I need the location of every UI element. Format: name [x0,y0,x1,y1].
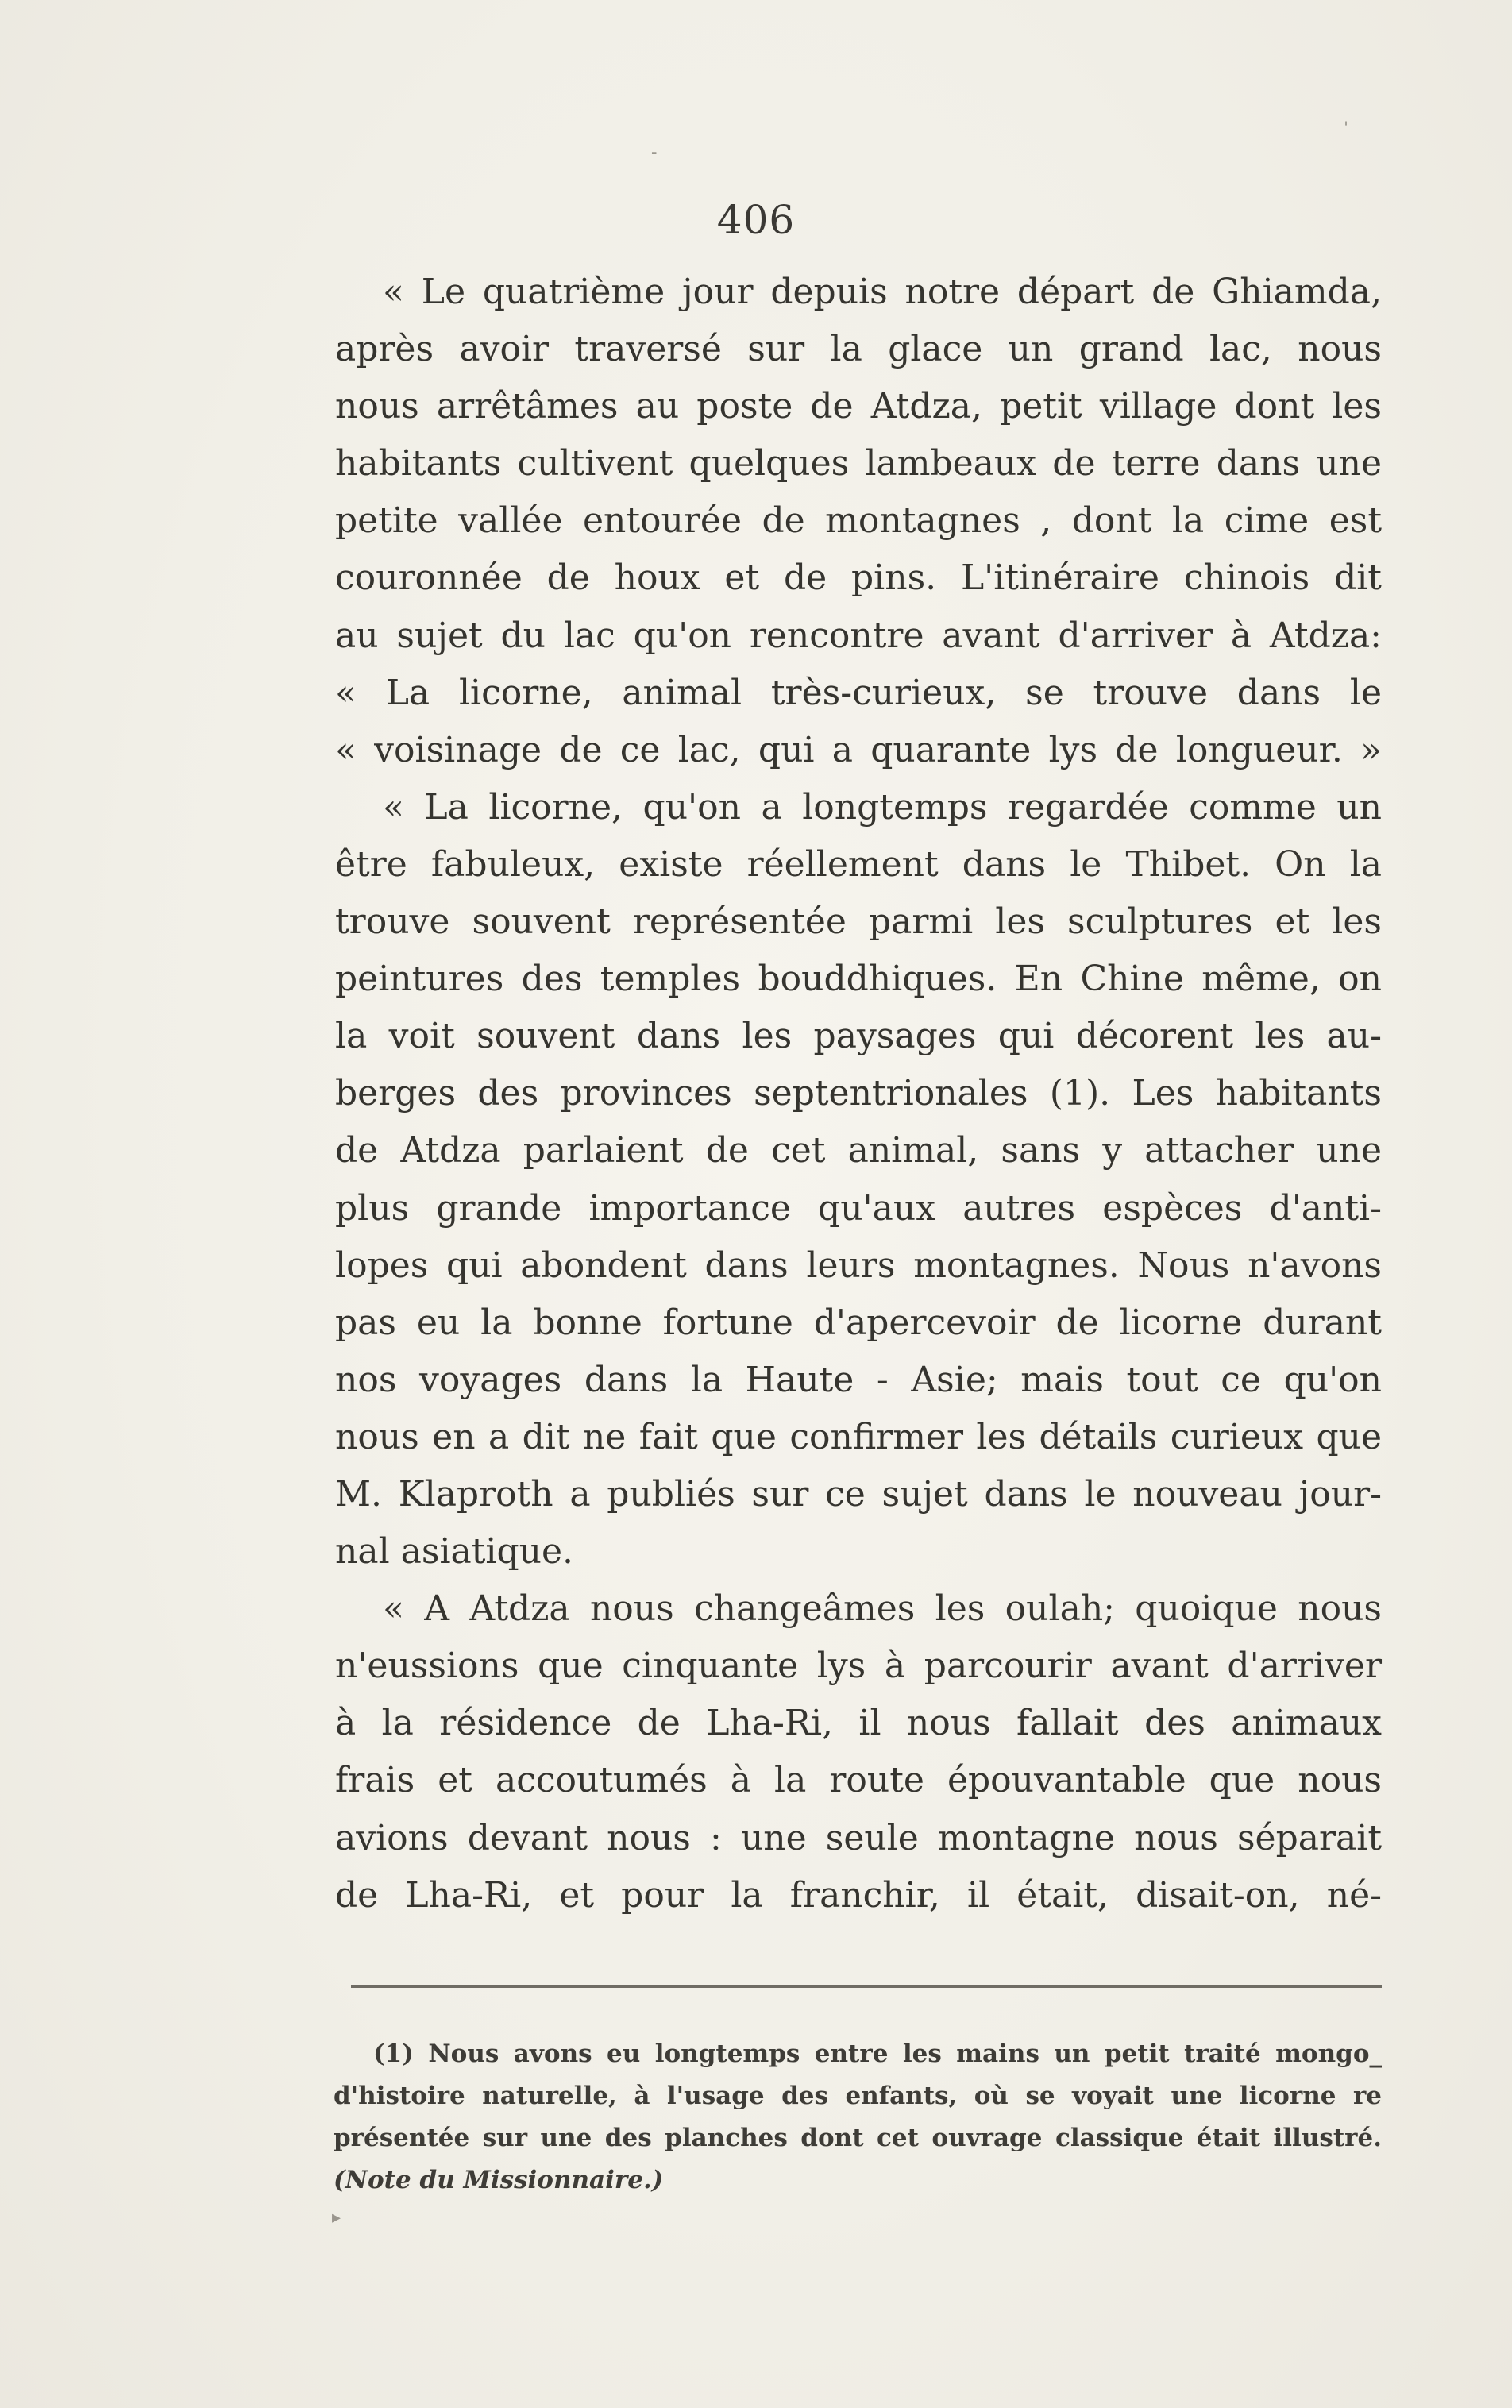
footnote-line: (Note du Missionnaire.) [334,2166,664,2194]
text-line: couronnée de houx et de pins. L'itinéraire chinois dit [335,558,1382,599]
text-line: « A Atdza nous changeâmes les oulah; quoique nous [383,1588,1382,1630]
page-number: 406 [716,197,796,243]
scan-mark: ' [1344,119,1349,139]
text-line: habitants cultivent quelques lambeaux de terre dans une [335,443,1382,484]
text-line: être fabuleux, existe réellement dans le Thibet. On la [335,843,1382,885]
text-line: n'eussions que cinquante lys à parcourir avant d'arriver [335,1646,1382,1687]
footnote-line: présentée sur une des planches dont cet ouvrage classique était illustré. [334,2124,1382,2152]
text-line: peintures des temples bouddhiques. En Chine même, on [335,959,1382,1000]
text-line: « voisinage de ce lac, qui a quarante lys de longueur. » [335,729,1382,770]
body-text [335,264,1382,1924]
text-line: nous en a dit ne fait que confirmer les détails curieux que [335,1416,1382,1457]
text-line: plus grande importance qu'aux autres espèces d'anti- [335,1187,1382,1229]
text-line: « La licorne, animal très-curieux, se trouve dans le [335,672,1382,713]
text-line: frais et accoutumés à la route épouvantable que nous [335,1760,1382,1801]
text-line: la voit souvent dans les paysages qui décorent les au- [335,1016,1382,1057]
text-line: nous arrêtâmes au poste de Atdza, petit village dont les [335,386,1382,427]
footnote-line: d'histoire naturelle, à l'usage des enfants, où se voyait une licorne re [334,2082,1382,2110]
footnote-line: (1) Nous avons eu longtemps entre les mains un petit traité mongo_ [373,2039,1382,2068]
text-line: trouve souvent représentée parmi les sculptures et les [335,901,1382,943]
text-line: de Atdza parlaient de cet animal, sans y attacher une [335,1130,1382,1171]
footnote-divider [351,1985,1382,1988]
scan-mark: - [651,143,658,163]
text-line: M. Klaproth a publiés sur ce sujet dans le nouveau jour- [335,1473,1382,1515]
text-line: après avoir traversé sur la glace un grand lac, nous [335,329,1382,370]
text-line: de Lha-Ri, et pour la franchir, il était, disait-on, né- [335,1874,1382,1916]
text-line: lopes qui abondent dans leurs montagnes. Nous n'avons [335,1245,1382,1286]
footnote [334,2033,1382,2202]
text-line: au sujet du lac qu'on rencontre avant d'arriver à Atdza: [335,615,1382,656]
text-line: « Le quatrième jour depuis notre départ de Ghiamda, [383,272,1382,312]
scan-mark: ▸ [332,2208,341,2228]
text-line: petite vallée entourée de montagnes , dont la cime est [335,500,1382,542]
text-line: « La licorne, qu'on a longtemps regardée comme un [383,786,1382,828]
text-line: nal asiatique. [335,1531,574,1573]
text-line: nos voyages dans la Haute - Asie; mais tout ce qu'on [335,1359,1382,1400]
text-line: avions devant nous : une seule montagne nous séparait [335,1817,1382,1858]
text-line: à la résidence de Lha-Ri, il nous fallait des animaux [335,1703,1382,1744]
text-line: berges des provinces septentrionales (1). Les habitants [335,1073,1382,1114]
text-line: pas eu la bonne fortune d'apercevoir de licorne durant [335,1302,1382,1343]
